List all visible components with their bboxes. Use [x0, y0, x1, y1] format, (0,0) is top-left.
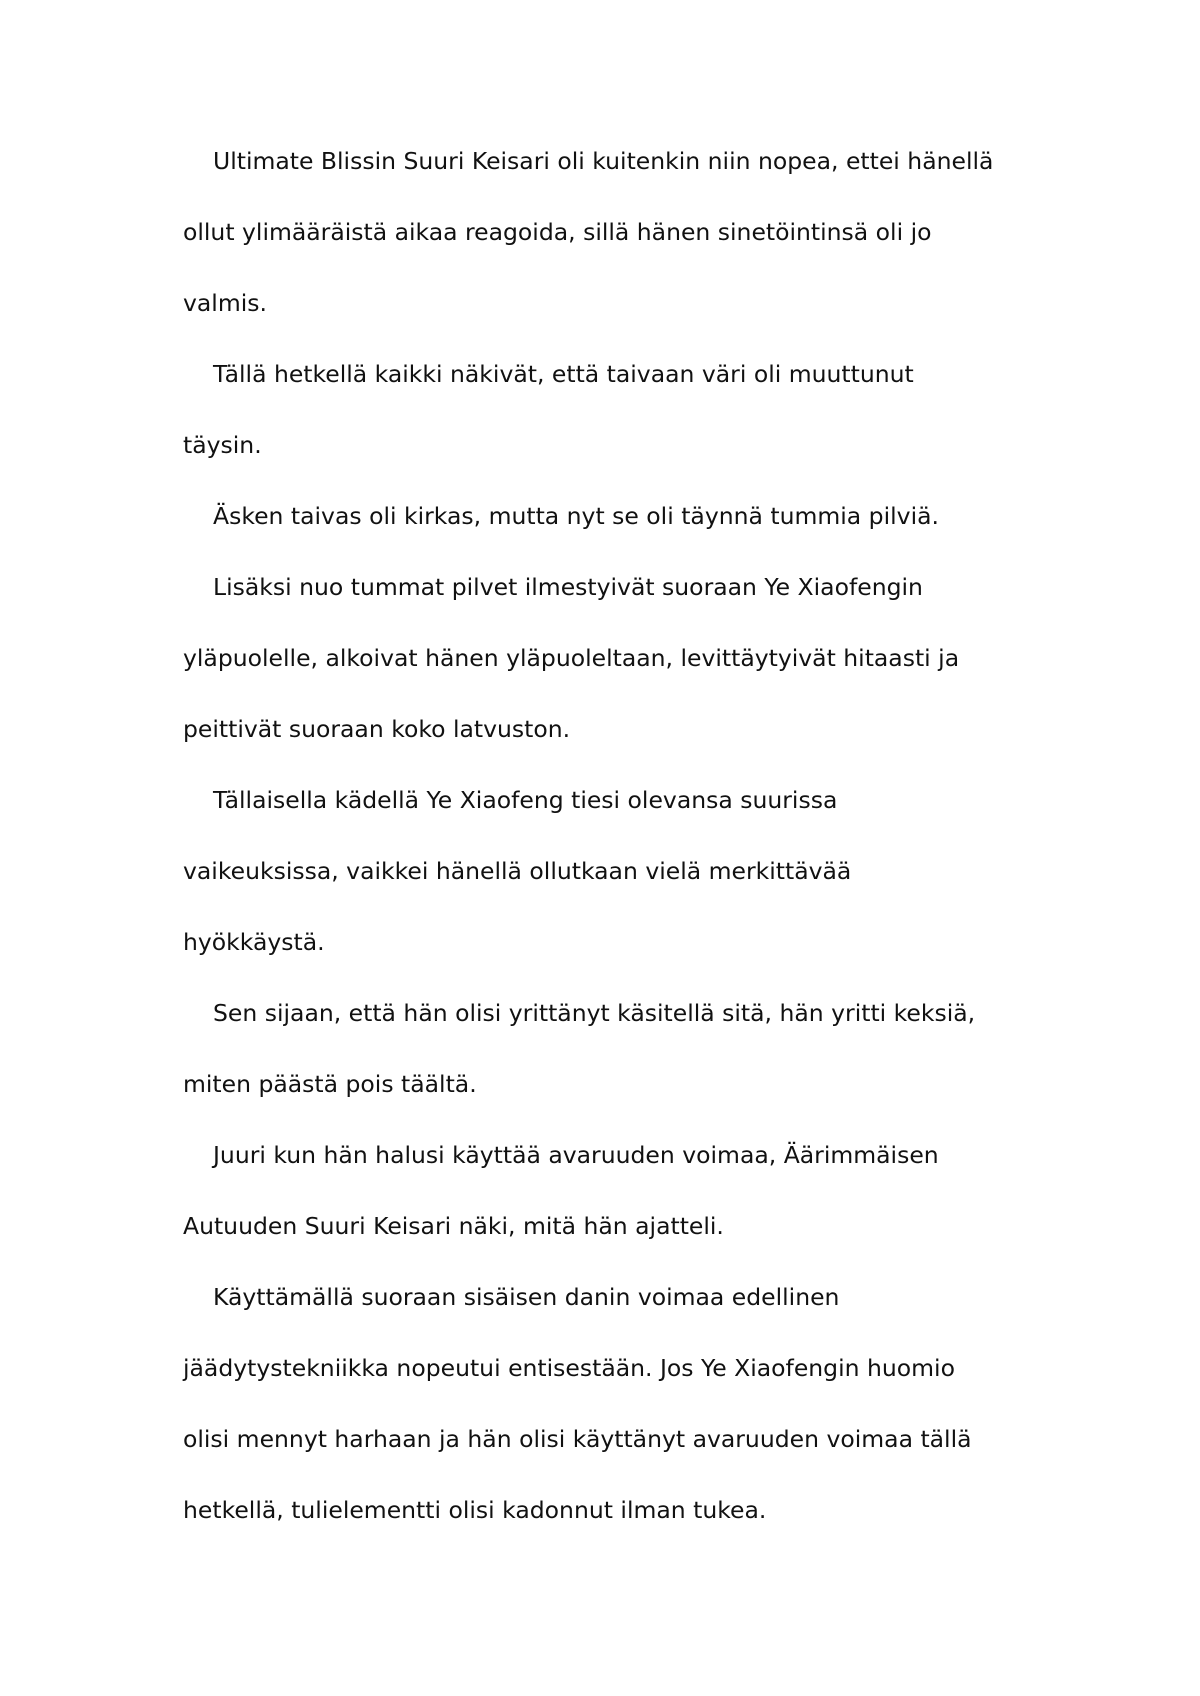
text-line: Juuri kun hän halusi käyttää avaruuden voimaa, Äärimmäisen	[213, 1141, 939, 1169]
text-line: peittivät suoraan koko latvuston.	[183, 715, 571, 743]
text-line: miten päästä pois täältä.	[183, 1070, 477, 1098]
text-line: olisi mennyt harhaan ja hän olisi käyttänyt avaruuden voimaa tällä	[183, 1425, 972, 1453]
text-line: Käyttämällä suoraan sisäisen danin voimaa edellinen	[213, 1283, 840, 1311]
text-line: yläpuolelle, alkoivat hänen yläpuoleltaan, levittäytyivät hitaasti ja	[183, 644, 960, 672]
text-line: täysin.	[183, 431, 262, 459]
text-line: Ultimate Blissin Suuri Keisari oli kuitenkin niin nopea, ettei hänellä	[213, 147, 994, 175]
paragraph	[183, 481, 1043, 552]
paragraph	[183, 339, 1043, 481]
paragraph	[183, 552, 1043, 765]
paragraph	[183, 1120, 1043, 1262]
text-line: hyökkäystä.	[183, 928, 325, 956]
document-body	[183, 126, 1043, 1546]
text-line: jäädytystekniikka nopeutui entisestään. Jos Ye Xiaofengin huomio	[183, 1354, 955, 1382]
text-line: valmis.	[183, 289, 267, 317]
paragraph	[183, 765, 1043, 978]
text-line: Lisäksi nuo tummat pilvet ilmestyivät suoraan Ye Xiaofengin	[213, 573, 923, 601]
paragraph	[183, 978, 1043, 1120]
text-line: vaikeuksissa, vaikkei hänellä ollutkaan vielä merkittävää	[183, 857, 852, 885]
text-line: Tällä hetkellä kaikki näkivät, että taivaan väri oli muuttunut	[213, 360, 914, 388]
paragraph	[183, 1262, 1043, 1546]
text-line: hetkellä, tulielementti olisi kadonnut ilman tukea.	[183, 1496, 767, 1524]
text-line: Sen sijaan, että hän olisi yrittänyt käsitellä sitä, hän yritti keksiä,	[213, 999, 976, 1027]
text-line: Äsken taivas oli kirkas, mutta nyt se oli täynnä tummia pilviä.	[213, 502, 939, 530]
text-line: Tällaisella kädellä Ye Xiaofeng tiesi olevansa suurissa	[213, 786, 838, 814]
text-line: ollut ylimääräistä aikaa reagoida, sillä hänen sinetöintinsä oli jo	[183, 218, 932, 246]
paragraph	[183, 126, 1043, 339]
text-line: Autuuden Suuri Keisari näki, mitä hän ajatteli.	[183, 1212, 724, 1240]
